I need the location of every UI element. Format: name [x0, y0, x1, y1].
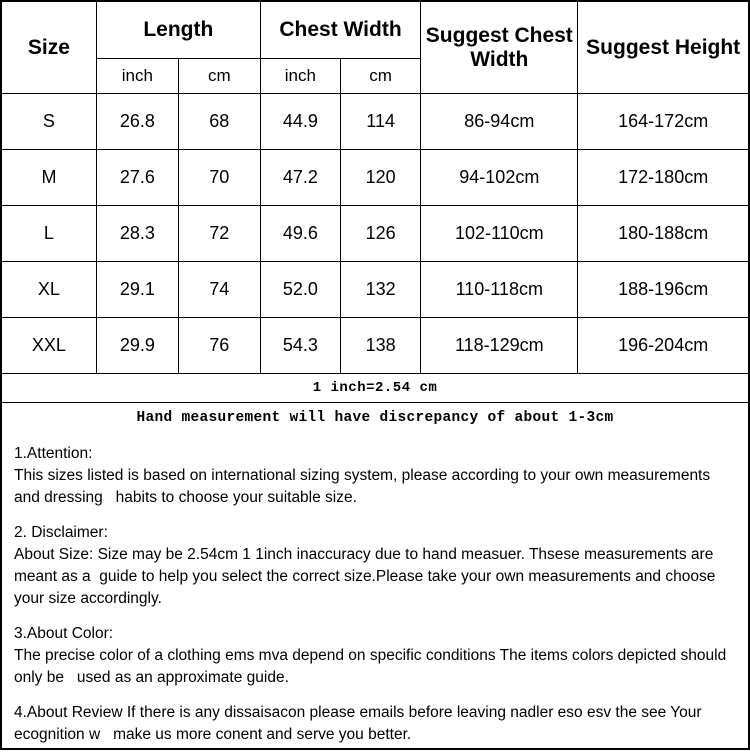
cell-suggest-height: 180-188cm [578, 206, 748, 262]
cell-length-cm: 72 [178, 206, 260, 262]
cell-suggest-chest: 110-118cm [421, 262, 578, 318]
cell-length-inch: 29.1 [96, 262, 178, 318]
cell-size: M [2, 150, 96, 206]
discrepancy-note-row [2, 403, 748, 434]
cell-chest-inch: 52.0 [260, 262, 340, 318]
cell-chest-cm: 132 [341, 262, 421, 318]
cell-chest-inch: 49.6 [260, 206, 340, 262]
size-table [2, 2, 748, 433]
header-chest-width: Chest Width [260, 2, 421, 59]
header-size: Size [2, 2, 96, 94]
cell-chest-inch: 44.9 [260, 94, 340, 150]
conversion-note: 1 inch=2.54 cm [2, 374, 748, 403]
cell-size: S [2, 94, 96, 150]
cell-suggest-height: 188-196cm [578, 262, 748, 318]
cell-suggest-height: 172-180cm [578, 150, 748, 206]
table-header-row [2, 2, 748, 59]
cell-suggest-chest: 102-110cm [421, 206, 578, 262]
notes-section [2, 433, 748, 752]
table-row [2, 318, 748, 374]
unit-chest-cm: cm [341, 59, 421, 94]
cell-length-inch: 27.6 [96, 150, 178, 206]
cell-chest-cm: 138 [341, 318, 421, 374]
conversion-note-row [2, 374, 748, 403]
cell-length-inch: 29.9 [96, 318, 178, 374]
attention-body: This sizes listed is based on international sizing system, please according to your own measurements and dressing habits to choose your suitable size. [14, 467, 715, 506]
disclaimer-body: About Size: Size may be 2.54cm 1 1inch inaccuracy due to hand measuer. Thsese measurements are meant as a guide to help you select the correct size.Please take your own measurements and choose your size accordingly. [14, 546, 720, 607]
cell-size: XL [2, 262, 96, 318]
cell-length-cm: 68 [178, 94, 260, 150]
cell-suggest-height: 164-172cm [578, 94, 748, 150]
review-note: 4.About Review If there is any dissaisacon please emails before leaving nadler eso esv the see Your ecognition w make us more conent and serve you better. [14, 704, 706, 743]
header-suggest-height: Suggest Height [578, 2, 748, 94]
cell-length-cm: 76 [178, 318, 260, 374]
attention-title: 1.Attention: [14, 445, 93, 462]
color-body: The precise color of a clothing ems mva depend on specific conditions The items colors depicted should only be used as an approximate guide. [14, 647, 731, 686]
cell-chest-cm: 120 [341, 150, 421, 206]
unit-chest-inch: inch [260, 59, 340, 94]
unit-length-inch: inch [96, 59, 178, 94]
table-row [2, 262, 748, 318]
cell-length-cm: 70 [178, 150, 260, 206]
unit-length-cm: cm [178, 59, 260, 94]
cell-chest-cm: 126 [341, 206, 421, 262]
discrepancy-note: Hand measurement will have discrepancy of about 1-3cm [2, 403, 748, 434]
cell-suggest-chest: 118-129cm [421, 318, 578, 374]
disclaimer-title: 2. Disclaimer: [14, 524, 108, 541]
color-title: 3.About Color: [14, 625, 114, 642]
header-suggest-chest-width: Suggest Chest Width [421, 2, 578, 94]
table-row [2, 94, 748, 150]
cell-chest-inch: 54.3 [260, 318, 340, 374]
cell-length-cm: 74 [178, 262, 260, 318]
cell-suggest-chest: 94-102cm [421, 150, 578, 206]
cell-size: XXL [2, 318, 96, 374]
cell-suggest-chest: 86-94cm [421, 94, 578, 150]
cell-chest-inch: 47.2 [260, 150, 340, 206]
table-row [2, 206, 748, 262]
header-length: Length [96, 2, 260, 59]
cell-chest-cm: 114 [341, 94, 421, 150]
table-row [2, 150, 748, 206]
cell-length-inch: 28.3 [96, 206, 178, 262]
cell-length-inch: 26.8 [96, 94, 178, 150]
cell-suggest-height: 196-204cm [578, 318, 748, 374]
cell-size: L [2, 206, 96, 262]
